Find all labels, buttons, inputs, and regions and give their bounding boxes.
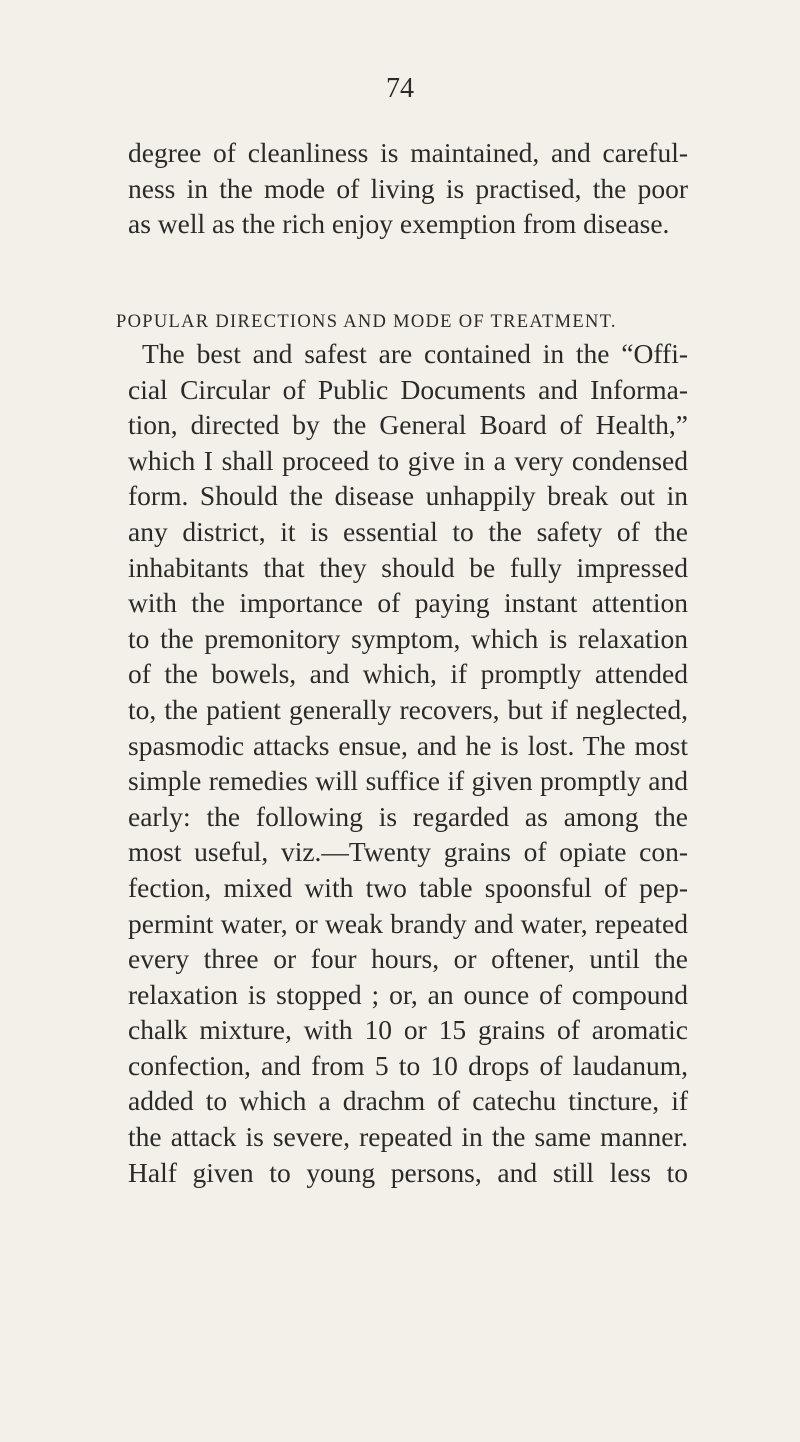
text-line: every three or four hours, or oftener, until the [128,943,688,975]
text-line: Half given to young persons, and still less to [128,1156,688,1188]
page-number: 74 [386,73,414,104]
text-line: to the premonitory symptom, which is relaxation [128,622,688,654]
text-line: with the importance of paying instant attention [128,587,688,619]
text-line: cial Circular of Public Documents and Informa- [128,373,688,405]
text-line: The best and safest are contained in the “Offi- [142,338,688,369]
text-line: to, the patient generally recovers, but if neglected, [128,693,688,725]
text-line: added to which a drachm of catechu tincture, if [128,1085,688,1117]
text-line: of the bowels, and which, if promptly attended [128,658,688,690]
text-line: spasmodic attacks ensue, and he is lost. The most [128,729,688,761]
text-line: permint water, or weak brandy and water, repeated [128,907,688,939]
text-line: tion, directed by the General Board of Health,” [128,409,688,441]
section-heading: POPULAR DIRECTIONS AND MODE OF TREATMENT. [116,312,617,332]
text-line: early: the following is regarded as among the [128,800,688,832]
text-line: confection, and from 5 to 10 drops of laudanum, [128,1049,688,1081]
text-line: inhabitants that they should be fully impressed [128,551,688,583]
text-line: chalk mixture, with 10 or 15 grains of aromatic [128,1014,688,1046]
text-line: degree of cleanliness is maintained, and careful- [128,137,688,168]
text-line: most useful, viz.—Twenty grains of opiate con- [128,836,688,868]
text-line: which I shall proceed to give in a very condensed [128,444,688,476]
paragraph-cleanliness [128,135,688,242]
text-line: form. Should the disease unhappily break out in [128,480,688,512]
text-line: ness in the mode of living is practised, the poor [128,172,688,204]
text-line: simple remedies will suffice if given promptly and [128,765,688,797]
text-line: the attack is severe, repeated in the same manner. [128,1121,688,1153]
text-line: relaxation is stopped ; or, an ounce of compound [128,978,688,1010]
text-line: any district, it is essential to the safety of the [128,515,688,547]
text-line: fection, mixed with two table spoonsful of pep- [128,871,688,903]
text-line: as well as the rich enjoy exemption from disease. [128,208,670,240]
paragraph-directions [128,336,688,1190]
